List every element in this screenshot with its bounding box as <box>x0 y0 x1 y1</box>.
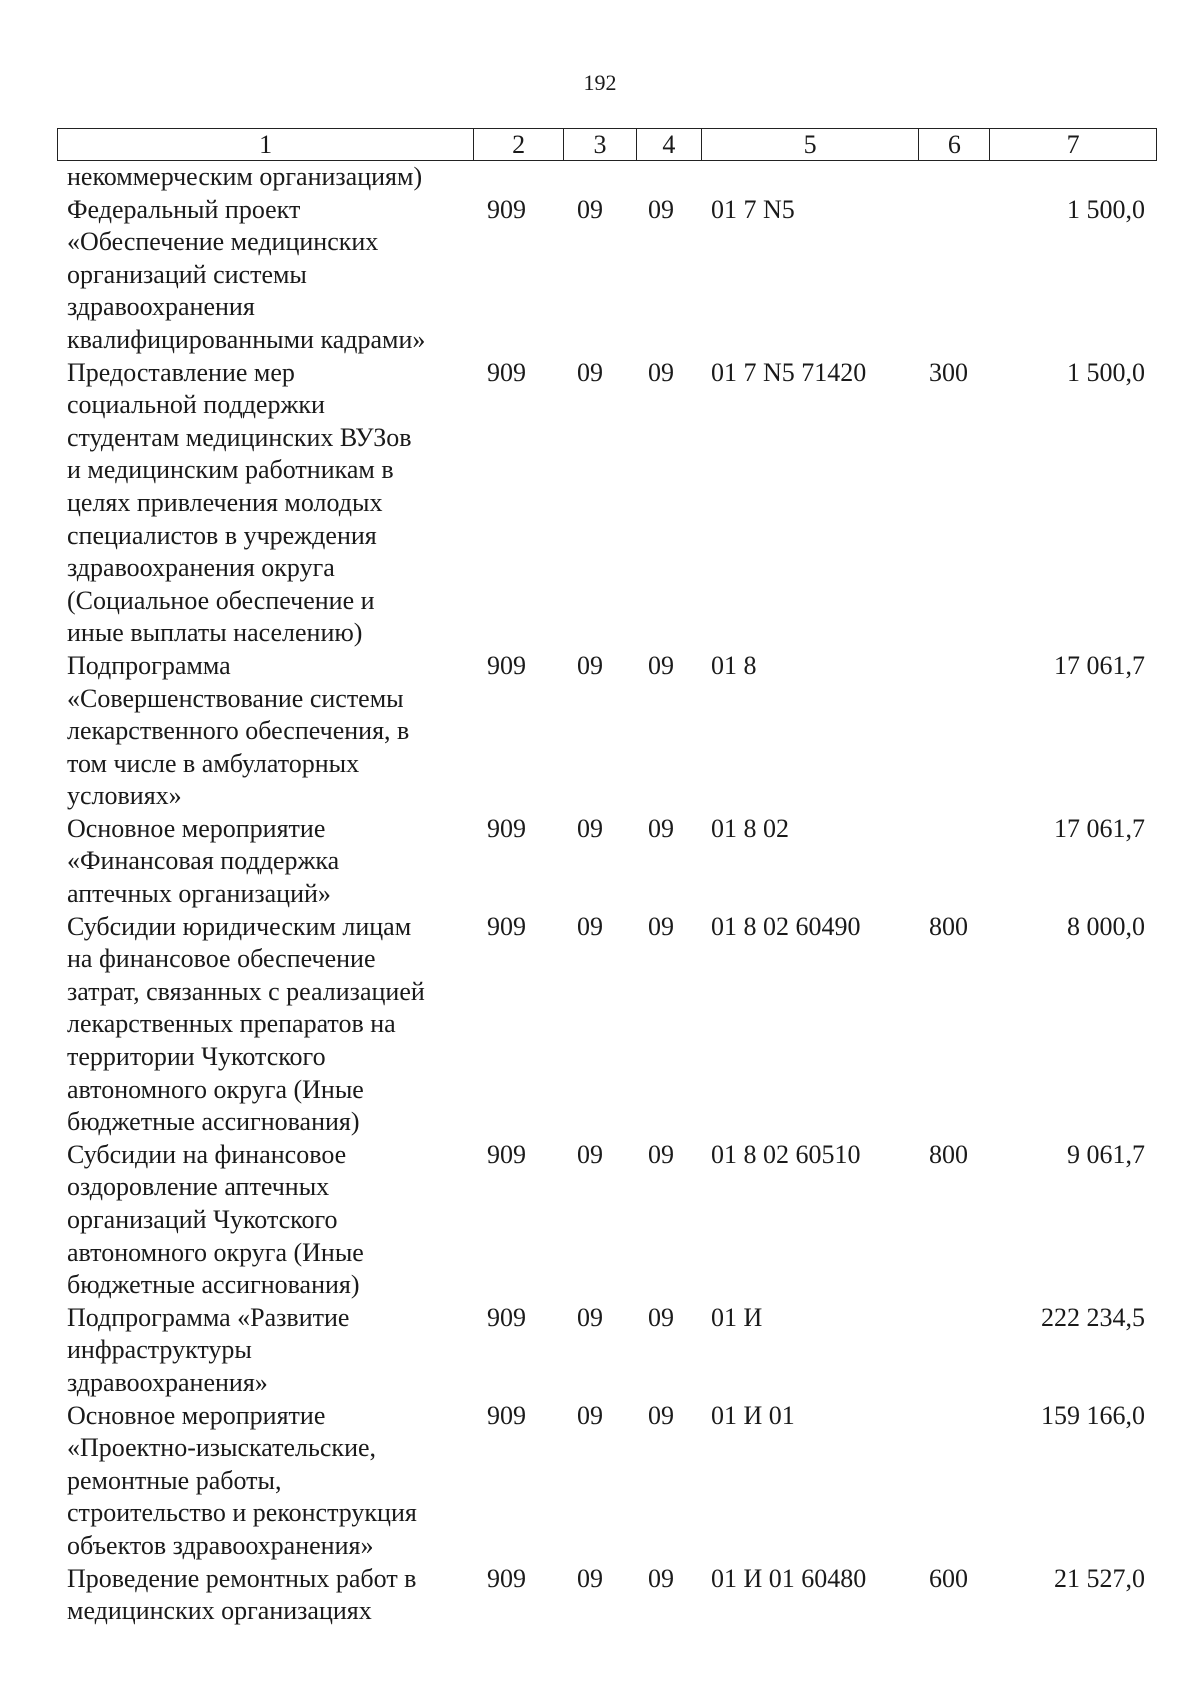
row-name-line: Предоставление мер <box>67 357 295 387</box>
target-article-cell: 01 8 02 60510 <box>711 1139 861 1169</box>
row-name-line: автономного округа (Иные <box>67 1074 364 1104</box>
row-name-line: территории Чукотского <box>67 1042 326 1072</box>
table-row <box>57 161 1157 194</box>
expense-type-cell <box>919 194 990 357</box>
budget-table <box>57 128 1157 1628</box>
amount-cell: 8 000,0 <box>1067 911 1145 941</box>
row-name-line: лекарственных препаратов на <box>67 1009 396 1039</box>
row-name-cell <box>57 161 473 194</box>
expense-type-cell <box>919 813 990 911</box>
row-name-line: аптечных организаций» <box>67 879 331 909</box>
section-code-cell: 09 <box>577 911 603 941</box>
subsection-code-cell: 09 <box>648 1302 674 1332</box>
expense-type-cell: 600 <box>929 1563 968 1593</box>
row-name-line: квалифицированными кадрами» <box>67 324 426 354</box>
row-name-line: «Финансовая поддержка <box>67 846 340 876</box>
ministry-code-cell: 909 <box>487 650 526 680</box>
expense-type-cell: 800 <box>929 911 968 941</box>
expense-type-cell <box>919 1302 990 1400</box>
row-name-line: (Социальное обеспечение и <box>67 585 375 615</box>
target-article-cell: 01 8 02 <box>711 813 789 843</box>
table-row <box>57 1563 1157 1628</box>
amount-cell: 17 061,7 <box>1054 813 1145 843</box>
row-name-line: Подпрограмма «Развитие <box>67 1302 350 1332</box>
section-code-cell: 09 <box>577 1139 603 1169</box>
target-article-cell: 01 И 01 60480 <box>711 1563 867 1593</box>
subsection-code-cell <box>636 161 701 194</box>
ministry-code-cell: 909 <box>487 1302 526 1332</box>
target-article-cell: 01 8 02 60490 <box>711 911 861 941</box>
section-code-cell: 09 <box>577 813 603 843</box>
ministry-code-cell: 909 <box>487 1139 526 1169</box>
section-code-cell: 09 <box>577 1563 603 1593</box>
row-name-line: некоммерческим организациям) <box>67 162 423 191</box>
table-row <box>57 650 1157 813</box>
row-name-line: объектов здравоохранения» <box>67 1530 374 1560</box>
row-name-line: социальной поддержки <box>67 390 325 420</box>
row-name-line: бюджетные ассигнования) <box>67 1107 360 1137</box>
table-row <box>57 813 1157 911</box>
header-col-3: 3 <box>563 129 636 160</box>
row-name-line: «Проектно-изыскательские, <box>67 1433 377 1463</box>
ministry-code-cell: 909 <box>487 813 526 843</box>
expense-type-cell <box>919 1400 990 1563</box>
table-header-row <box>57 128 1157 161</box>
row-name-line: затрат, связанных с реализацией <box>67 976 425 1006</box>
row-name-cell <box>57 1302 473 1400</box>
table-row <box>57 1400 1157 1563</box>
row-name-line: на финансовое обеспечение <box>67 944 376 974</box>
expense-type-cell <box>919 650 990 813</box>
ministry-code-cell: 909 <box>487 194 526 224</box>
target-article-cell: 01 7 N5 <box>711 194 795 224</box>
section-code-cell: 09 <box>577 194 603 224</box>
row-name-line: и медицинским работникам в <box>67 455 394 485</box>
row-name-line: целях привлечения молодых <box>67 487 383 517</box>
row-name-line: Субсидии юридическим лицам <box>67 911 412 941</box>
row-name-cell <box>57 813 473 911</box>
row-name-cell <box>57 650 473 813</box>
row-name-line: Проведение ремонтных работ в <box>67 1563 417 1593</box>
row-name-line: Подпрограмма <box>67 650 231 680</box>
target-article-cell <box>701 161 919 194</box>
subsection-code-cell: 09 <box>648 650 674 680</box>
subsection-code-cell: 09 <box>648 813 674 843</box>
row-name-line: лекарственного обеспечения, в <box>67 716 410 746</box>
subsection-code-cell: 09 <box>648 1400 674 1430</box>
row-name-cell <box>57 1139 473 1302</box>
row-name-line: «Совершенствование системы <box>67 683 404 713</box>
row-name-cell <box>57 194 473 357</box>
row-name-line: организаций системы <box>67 259 307 289</box>
amount-cell: 159 166,0 <box>1041 1400 1145 1430</box>
header-col-6: 6 <box>918 129 989 160</box>
row-name-line: здравоохранения» <box>67 1367 268 1397</box>
header-col-2: 2 <box>473 129 563 160</box>
row-name-line: медицинских организациях <box>67 1596 372 1626</box>
table-row <box>57 194 1157 357</box>
ministry-code-cell: 909 <box>487 911 526 941</box>
expense-type-cell <box>919 161 990 194</box>
row-name-line: бюджетные ассигнования) <box>67 1270 360 1300</box>
header-col-1: 1 <box>259 129 273 159</box>
amount-cell: 1 500,0 <box>1067 357 1145 387</box>
row-name-line: ремонтные работы, <box>67 1465 282 1495</box>
amount-cell: 9 061,7 <box>1067 1139 1145 1169</box>
target-article-cell: 01 И <box>711 1302 763 1332</box>
ministry-code-cell: 909 <box>487 1400 526 1430</box>
subsection-code-cell: 09 <box>648 194 674 224</box>
row-name-line: строительство и реконструкция <box>67 1498 417 1528</box>
amount-cell: 21 527,0 <box>1054 1563 1145 1593</box>
table-row <box>57 1302 1157 1400</box>
row-name-line: здравоохранения округа <box>67 553 335 583</box>
row-name-line: оздоровление аптечных <box>67 1172 330 1202</box>
expense-type-cell: 300 <box>929 357 968 387</box>
row-name-cell <box>57 1400 473 1563</box>
amount-cell <box>990 161 1157 194</box>
subsection-code-cell: 09 <box>648 1139 674 1169</box>
amount-cell: 222 234,5 <box>1041 1302 1145 1332</box>
subsection-code-cell: 09 <box>648 357 674 387</box>
table-body <box>57 161 1157 1628</box>
section-code-cell: 09 <box>577 1302 603 1332</box>
row-name-line: инфраструктуры <box>67 1335 252 1365</box>
row-name-line: том числе в амбулаторных <box>67 748 360 778</box>
amount-cell: 17 061,7 <box>1054 650 1145 680</box>
table-row <box>57 357 1157 650</box>
row-name-line: «Обеспечение медицинских <box>67 227 379 257</box>
ministry-code-cell <box>473 161 563 194</box>
page-number: 192 <box>583 70 617 95</box>
table-row <box>57 1139 1157 1302</box>
section-code-cell: 09 <box>577 1400 603 1430</box>
row-name-line: специалистов в учреждения <box>67 520 377 550</box>
row-name-cell <box>57 911 473 1139</box>
subsection-code-cell: 09 <box>648 911 674 941</box>
target-article-cell: 01 7 N5 71420 <box>711 357 867 387</box>
row-name-line: Основное мероприятие <box>67 1400 326 1430</box>
row-name-line: организаций Чукотского <box>67 1205 338 1234</box>
target-article-cell: 01 И 01 <box>711 1400 795 1430</box>
row-name-cell <box>57 1563 473 1628</box>
row-name-line: условиях» <box>67 781 182 811</box>
row-name-line: студентам медицинских ВУЗов <box>67 422 412 452</box>
target-article-cell: 01 8 <box>711 650 757 680</box>
header-col-4: 4 <box>636 129 701 160</box>
row-name-line: иные выплаты населению) <box>67 618 363 648</box>
expense-type-cell: 800 <box>929 1139 968 1169</box>
section-code-cell: 09 <box>577 650 603 680</box>
row-name-line: Федеральный проект <box>67 194 301 224</box>
ministry-code-cell: 909 <box>487 1563 526 1593</box>
row-name-line: автономного округа (Иные <box>67 1237 364 1267</box>
table-row <box>57 911 1157 1139</box>
header-col-5: 5 <box>701 129 919 160</box>
header-col-7: 7 <box>989 129 1156 160</box>
subsection-code-cell: 09 <box>648 1563 674 1593</box>
amount-cell: 1 500,0 <box>1067 194 1145 224</box>
row-name-line: Субсидии на финансовое <box>67 1139 347 1169</box>
ministry-code-cell: 909 <box>487 357 526 387</box>
section-code-cell: 09 <box>577 357 603 387</box>
row-name-line: здравоохранения <box>67 292 255 322</box>
row-name-line: Основное мероприятие <box>67 813 326 843</box>
section-code-cell <box>563 161 636 194</box>
row-name-cell <box>57 357 473 650</box>
